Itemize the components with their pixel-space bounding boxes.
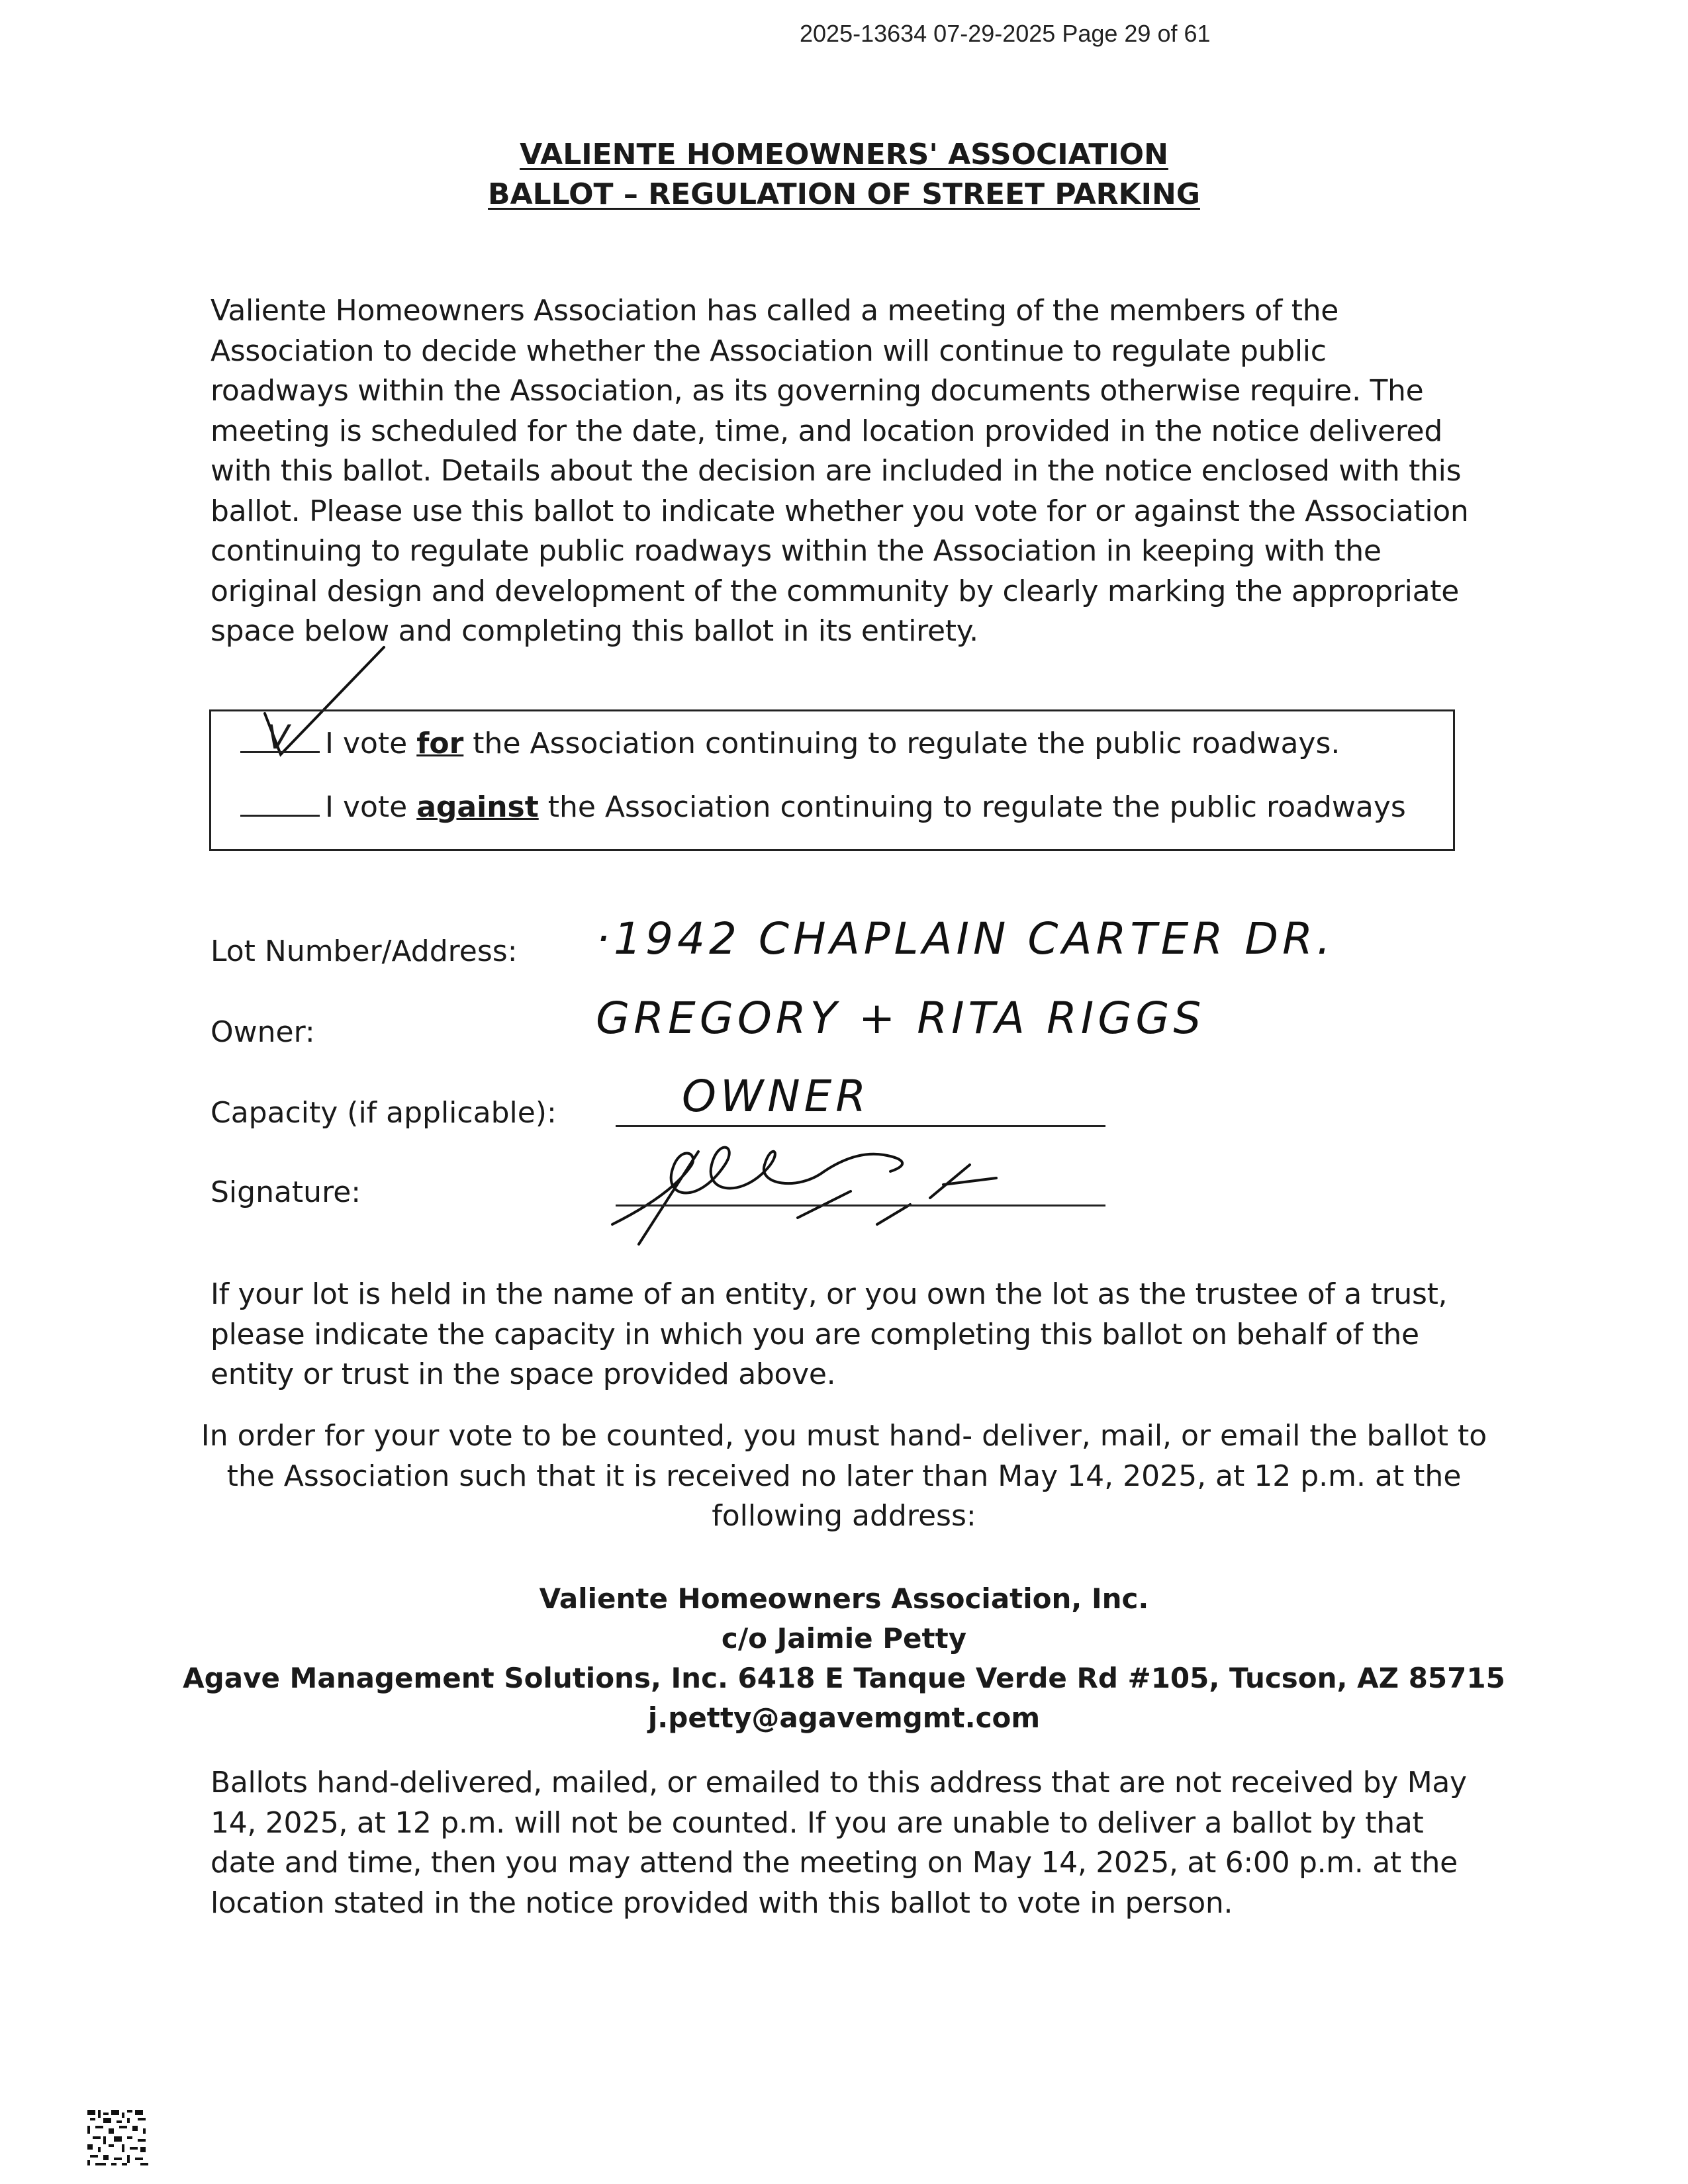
owner-value[interactable]: GREGORY + RITA RIGGS	[596, 993, 1205, 1044]
intro-line: roadways within the Association, as its governing documents otherwise require. The	[211, 374, 1424, 408]
capacity-value[interactable]: OWNER	[682, 1071, 870, 1122]
closing-note-line: 14, 2025, at 12 p.m. will not be counted. If you are unable to deliver a ballot by that	[211, 1805, 1424, 1840]
intro-line: original design and development of the community by clearly marking the appropriate	[211, 574, 1459, 608]
delivery-note	[0, 1416, 1688, 1537]
vote-against-suffix: the Association continuing to regulate the public roadways	[538, 790, 1406, 824]
intro-line: Valiente Homeowners Association has called a meeting of the members of the	[211, 294, 1339, 328]
closing-note-line: Ballots hand-delivered, mailed, or emailed to this address that are not received by May	[211, 1766, 1467, 1799]
intro-line: with this ballot. Details about the decision are included in the notice enclosed with this	[211, 454, 1462, 488]
vote-for-suffix: the Association continuing to regulate the public roadways.	[463, 727, 1340, 760]
document-title-line-2: BALLOT – REGULATION OF STREET PARKING	[488, 177, 1200, 211]
vote-for-blank[interactable]	[240, 718, 320, 756]
closing-note-line: location stated in the notice provided with this ballot to vote in person.	[211, 1886, 1233, 1920]
capacity-label: Capacity (if applicable):	[211, 1096, 557, 1130]
care-of: c/o Jaimie Petty	[721, 1622, 967, 1655]
entity-note-line: please indicate the capacity in which you are completing this ballot on behalf of the	[211, 1317, 1419, 1351]
signature-line	[616, 1205, 1105, 1206]
delivery-note-line: In order for your vote to be counted, you must hand- deliver, mail, or email the ballot to	[201, 1419, 1487, 1453]
vote-against-blank[interactable]	[240, 790, 320, 817]
lot-value[interactable]: ·1942 CHAPLAIN CARTER DR.	[596, 913, 1335, 964]
signature-label: Signature:	[211, 1175, 361, 1209]
owner-label: Owner:	[211, 1015, 315, 1049]
intro-line: ballot. Please use this ballot to indicate whether you vote for or against the Association	[211, 494, 1469, 528]
lot-label: Lot Number/Address:	[211, 934, 518, 968]
vote-for-prefix: I vote	[325, 727, 417, 760]
entity-note-line: If your lot is held in the name of an entity, or you own the lot as the trustee of a trust,	[211, 1277, 1448, 1311]
vote-options-box	[209, 709, 1455, 851]
closing-note	[211, 1763, 1515, 1923]
signature-scribble[interactable]	[599, 1125, 1076, 1251]
vote-against-keyword: against	[416, 790, 539, 824]
vote-for-option[interactable]	[240, 718, 1340, 760]
vote-for-mark: V	[267, 718, 290, 756]
intro-line: Association to decide whether the Association will continue to regulate public	[211, 334, 1327, 368]
intro-line: space below and completing this ballot in its entirety.	[211, 614, 978, 648]
intro-line: meeting is scheduled for the date, time, and location provided in the notice delivered	[211, 414, 1442, 448]
qr-code-icon	[87, 2110, 148, 2165]
entity-note	[211, 1275, 1515, 1395]
intro-paragraph	[211, 291, 1515, 652]
delivery-note-line: following address:	[712, 1499, 976, 1533]
delivery-note-line: the Association such that it is received no later than May 14, 2025, at 12 p.m. at the	[226, 1459, 1462, 1493]
vote-for-keyword: for	[416, 727, 464, 760]
mailing-address	[0, 1579, 1688, 1738]
closing-note-line: date and time, then you may attend the meeting on May 14, 2025, at 6:00 p.m. at the	[211, 1846, 1458, 1880]
document-title-line-1: VALIENTE HOMEOWNERS' ASSOCIATION	[520, 138, 1168, 171]
vote-against-option[interactable]	[240, 790, 1406, 824]
entity-note-line: entity or trust in the space provided above.	[211, 1357, 836, 1391]
intro-line: continuing to regulate public roadways within the Association in keeping with the	[211, 534, 1382, 568]
contact-email[interactable]: j.petty@agavemgmt.com	[647, 1702, 1041, 1734]
management-company: Agave Management Solutions, Inc. 6418 E Tanque Verde Rd #105, Tucson, AZ 85715	[183, 1662, 1505, 1694]
page-stamp: 2025-13634 07-29-2025 Page 29 of 61	[800, 20, 1211, 47]
vote-against-prefix: I vote	[325, 790, 417, 824]
association-name: Valiente Homeowners Association, Inc.	[539, 1582, 1149, 1615]
